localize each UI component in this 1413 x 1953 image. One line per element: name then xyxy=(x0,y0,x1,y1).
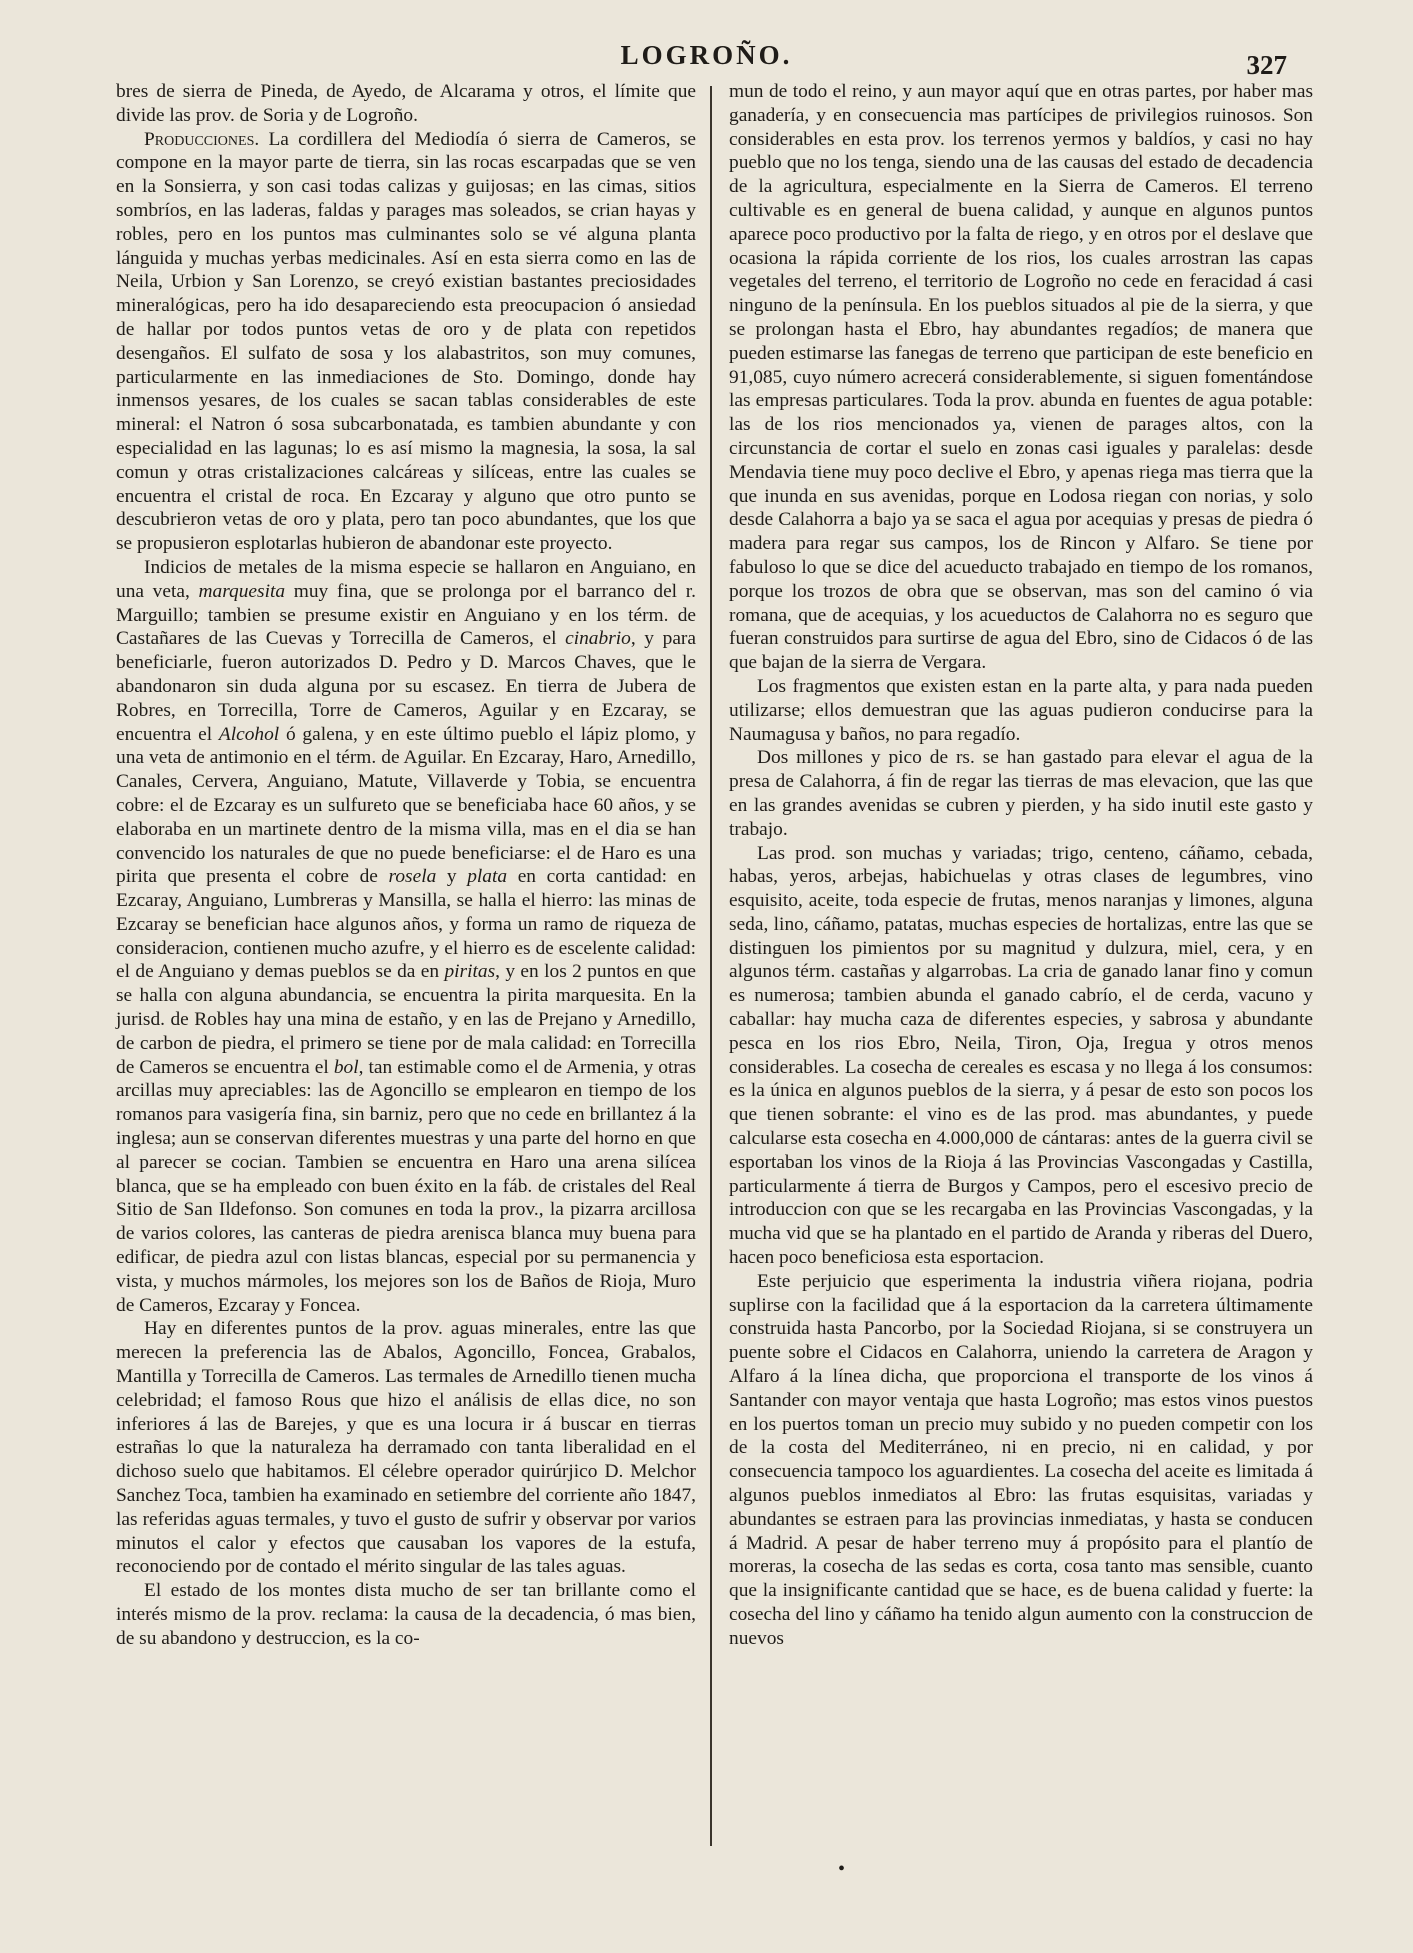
right-column xyxy=(729,80,1313,1651)
paragraph-text: , tan estimable como el de Armenia, y otras arcillas muy apreciables: las de Agoncillo se emplearon en tiempo de los romanos para vasigería fina, sin barniz, pero que no cede en brillantez á la inglesa; aun se conservan diferentes muestras y una parte del horno en que al parecer se cocian. Tambien se encuentra en Haro una arena silícea blanca, que se ha empleado con buen éxito en la fáb. de cristales del Real Sitio de San Ildefonso. Son comunes en toda la prov., la pizarra arcillosa de varios colores, las canteras de piedra arenisca blanca muy buena para edificar, de piedra azul con listas blancas, especial por su permanencia y vista, y muchos mármoles, los mejores son los de Baños de Rioja, Muro de Cameros, Ezcaray y Foncea. xyxy=(116,1056,696,1316)
paragraph: mun de todo el reino, y aun mayor aquí que en otras partes, por haber mas ganadería, y en consecuencia mas partícipes de privilegios ruinosos. Son considerables en esta prov. los terrenos yermos y baldíos, y casi no hay pueblo que no los tenga, siendo una de las causas del estado de decadencia de la agricultura, especialmente en la Sierra de Cameros. El terreno cultivable es en general de buena calidad, y aunque en algunos puntos aparece poco productivo por la falta de riego, y en otros por el deslave que ocasiona la rápida corriente de los rios, los cuales arrostran las capas vegetales del terreno, el territorio de Logroño no cede en feracidad á casi ninguno de la península. En los pueblos situados al pie de la sierra, y que se prolongan hasta el Ebro, hay abundantes regadíos; de manera que pueden estimarse las fanegas de terreno que participan de este beneficio en 91,085, cuyo número acrecerá considerablemente, si siguen fomentándose las empresas particulares. Toda la prov. abunda en fuentes de agua potable: las de los rios mencionados ya, vienen de parages altos, con la circunstancia de cortar el suelo en zonas casi iguales y paralelas: desde Mendavia tiene muy poco declive el Ebro, y apenas riega mas tierra que la que inunda en sus avenidas, porque en Lodosa riegan con norias, y solo desde Calahorra a bajo ya se saca el agua por acequias y presas de piedra ó madera para regar sus campos, los de Rincon y Alfaro. Se tiene por fabuloso lo que se dice del acueducto trabajado en tiempo de los romanos, porque los trozos de obra que se observan, mas son del camino ó via romana, que de acequias, y los acueductos de Calahorra no es seguro que fueran construidos para surtirse de agua del Ebro, sino de Cidacos ó de las que bajan de la sierra de Vergara. xyxy=(729,81,1313,674)
italic-term: rosela xyxy=(388,866,437,888)
paragraph-text: en corta cantidad: en Ezcaray, Anguiano, Lumbreras y Mansilla, se halla el hierro: las minas de Ezcaray se benefician hace algunos años, y forma un ramo de riqueza de consideracion, contienen mucho azufre, y el hierro es de escelente calidad: el de Anguiano y demas pueblos se da en xyxy=(116,866,696,983)
paragraph-text: Indicios de metales de la misma especie se hallaron en Anguiano, en una veta, xyxy=(116,556,696,602)
section-label: Producciones. xyxy=(144,128,260,150)
print-mark: • xyxy=(838,1858,846,1880)
paragraph-text: La cordillera del Mediodía ó sierra de Cameros, se compone en la mayor parte de tierra, sin las rocas escarpadas que se ven en la Sonsierra, y son casi todas calizas y guijosas; en las cimas, sitios sombríos, en las laderas, faldas y parages mas soleados, se crian hayas y robles, pero en los puntos mas culminantes solo se vé alguna planta lánguida y muchas yerbas medicinales. Así en esta sierra como en las de Neila, Urbion y San Lorenzo, se creyó existian bastantes preciosidades mineralógicas, pero ha ido desapareciendo esta preocupacion ó ansiedad de hallar por todos puntos vetas de oro y de plata con repetidos desengaños. El sulfato de sosa y los alabastritos, son muy comunes, particularmente en las inmediaciones de Sto. Domingo, donde hay inmensos yesares, de los cuales se sacan tablas considerables de este mineral: el Natron ó sosa subcarbonatada, es tambien abundante y con especialidad en las lagunas; lo es así mismo la magnesia, la sosa, la sal comun y otras cristalizaciones calcáreas y silíceas, entre las cuales se encuentra el cristal de roca. En Ezcaray y alguno que otro punto se descubrieron vetas de oro y plata, pero tan poco abundantes, que los que se propusieron esplotarlas hubieron de abandonar este proyecto. xyxy=(116,128,696,555)
paragraph-text: , y para beneficiarle, fueron autorizados D. Pedro y D. Marcos Chaves, que le abandonaron sin duda alguna por su escasez. En tierra de Jubera de Robres, en Torrecilla, Torre de Cameros, Aguilar y en Ezcaray, se encuentra el xyxy=(116,628,696,745)
italic-term: piritas xyxy=(444,961,496,983)
paragraph: Las prod. son muchas y variadas; trigo, centeno, cáñamo, cebada, habas, yeros, arbejas, habichuelas y otras clases de legumbres, vino esquisito, aceite, toda especie de frutas, menos naranjas y limones, alguna seda, lino, cáñamo, patatas, muchas especies de hortalizas, entre las que se distinguen los pimientos por su magnitud y dulzura, miel, cera, y en algunos térm. castañas y algarrobas. La cria de ganado lanar fino y comun es numerosa; tambien abunda el ganado cabrío, el de cerda, vacuno y caballar: hay mucha caza de diferentes especies, y sabrosa y abundante pesca en los rios Ebro, Neila, Tiron, Oja, Iregua y otros menos considerables. La cosecha de cereales es escasa y no llega á los consumos: es la única en algunos pueblos de la sierra, y á pesar de esto son pocos los que tienen sobrante: el vino es de las prod. mas abundantes, y puede calcularse esta cosecha en 4.000,000 de cántaras: antes de la guerra civil se esportaban los vinos de la Rioja á las Provincias Vascongadas y Castilla, particularmente á tierra de Burgos y Campos, pero el escesivo precio de introduccion con que se les recargaba en las Provincias Vascongadas, y la mucha vid que se ha plantado en el partido de Aranda y riberas del Duero, hacen poco beneficiosa esta esportacion. xyxy=(729,842,1313,1269)
paragraph: bres de sierra de Pineda, de Ayedo, de Alcarama y otros, el límite que divide las prov. de Soria y de Logroño. xyxy=(116,81,696,126)
paragraph: El estado de los montes dista mucho de ser tan brillante como el interés mismo de la prov. reclama: la causa de la decadencia, ó mas bien, de su abandono y destruccion, es la co- xyxy=(116,1580,696,1649)
paragraph: Los fragmentos que existen estan en la parte alta, y para nada pueden utilizarse; ellos demuestran que las aguas pudieron conducirse para la Naumagusa y baños, no para regadío. xyxy=(729,675,1313,745)
paragraph: Dos millones y pico de rs. se han gastado para elevar el agua de la presa de Calahorra, á fin de regar las tierras de mas elevacion, que las que en las grandes avenidas se cubren y pierden, y ha sido inutil este gasto y trabajo. xyxy=(729,747,1313,840)
paragraph: Hay en diferentes puntos de la prov. aguas minerales, entre las que merecen la preferencia las de Abalos, Agoncillo, Foncea, Grabalos, Mantilla y Torrecilla de Cameros. Las termales de Arnedillo tienen mucha celebridad; el famoso Rous que hizo el análisis de ellas dice, no son inferiores á las de Barejes, y que es una locura ir á buscar en tierras estrañas lo que la naturaleza ha derramado con tanta liberalidad en el dichoso suelo que habitamos. El célebre operador quirúrjico D. Melchor Sanchez Toca, tambien ha examinado en setiembre del corriente año 1847, las referidas aguas termales, y tuvo el gusto de sufrir y observar por varios minutos el calor y efectos que causaban los vapores de la estufa, reconociendo por de contado el mérito singular de las tales aguas. xyxy=(116,1318,696,1578)
italic-term: plata xyxy=(467,866,508,888)
paragraph-text: ó galena, y en este último pueblo el lápiz plomo, y una veta de antimonio en el térm. de Aguilar. En Ezcaray, Haro, Arnedillo, Canales, Cervera, Anguiano, Matute, Villaverde y Tobia, se encuentra cobre: el de Ezcaray es un sulfureto que se beneficiaba hace 60 años, y se elaboraba en un martinete dentro de la misma villa, mas en el dia se han convencido los naturales de que no puede beneficiarse: el de Haro es una pirita que presenta el cobre de xyxy=(116,723,696,888)
paragraph-text: , y en los 2 puntos en que se halla con alguna abundancia, se encuentra la pirita marquesita. En la jurisd. de Robles hay una mina de estaño, y en las de Prejano y Arnedillo, de carbon de piedra, el primero se tiene por de mala calidad: en Torrecilla de Cameros se encuentra el xyxy=(116,961,696,1078)
paragraph-text: y xyxy=(446,866,457,888)
italic-term: bol xyxy=(333,1056,359,1078)
paragraph-text: muy fina, que se prolonga por el barranco del r. Marguillo; tambien se presume existir en Anguiano y en los térm. de Castañares de las Cuevas y Torrecilla de Cameros, el xyxy=(116,580,696,650)
paragraph: Este perjuicio que esperimenta la industria viñera riojana, podria suplirse con la facilidad que á la esportacion da la carretera últimamente construida hasta Pancorbo, por la Sociedad Riojana, si se construyera un puente sobre el Cidacos en Calahorra, uniendo la carretera de Aragon y Alfaro á la línea dicha, que proporciona el transporte de los vinos á Santander con mayor ventaja que hasta Logroño; mas estos vinos puestos en los puertos toman un precio muy subido y no pueden competir con los de la costa del Mediterráneo, ni en precio, ni en calidad, y por consecuencia tampoco los aguardientes. La cosecha del aceite es limitada á algunos pueblos inmediatos al Ebro: las frutas esquisitas, variadas y abundantes se estraen para las provincias inmediatas, y hasta se conducen á Madrid. A pesar de haber terreno muy á propósito para el plantío de moreras, la cosecha de las sedas es corta, cosa tanto mas sensible, cuanto que la insignificante cantidad que se hace, es de buena calidad y fuerte: la cosecha del lino y cáñamo ha tenido algun aumento con la construccion de nuevos xyxy=(729,1270,1313,1649)
column-divider xyxy=(710,86,712,1846)
paragraph xyxy=(116,128,696,556)
left-column xyxy=(116,80,696,1651)
italic-term: cinabrio xyxy=(565,628,631,650)
italic-term: Alcohol xyxy=(218,723,280,745)
paragraph xyxy=(116,556,696,1318)
italic-term: marquesita xyxy=(198,580,286,602)
page-number: 327 xyxy=(1246,50,1287,80)
page-title: LOGROÑO. xyxy=(620,40,793,70)
